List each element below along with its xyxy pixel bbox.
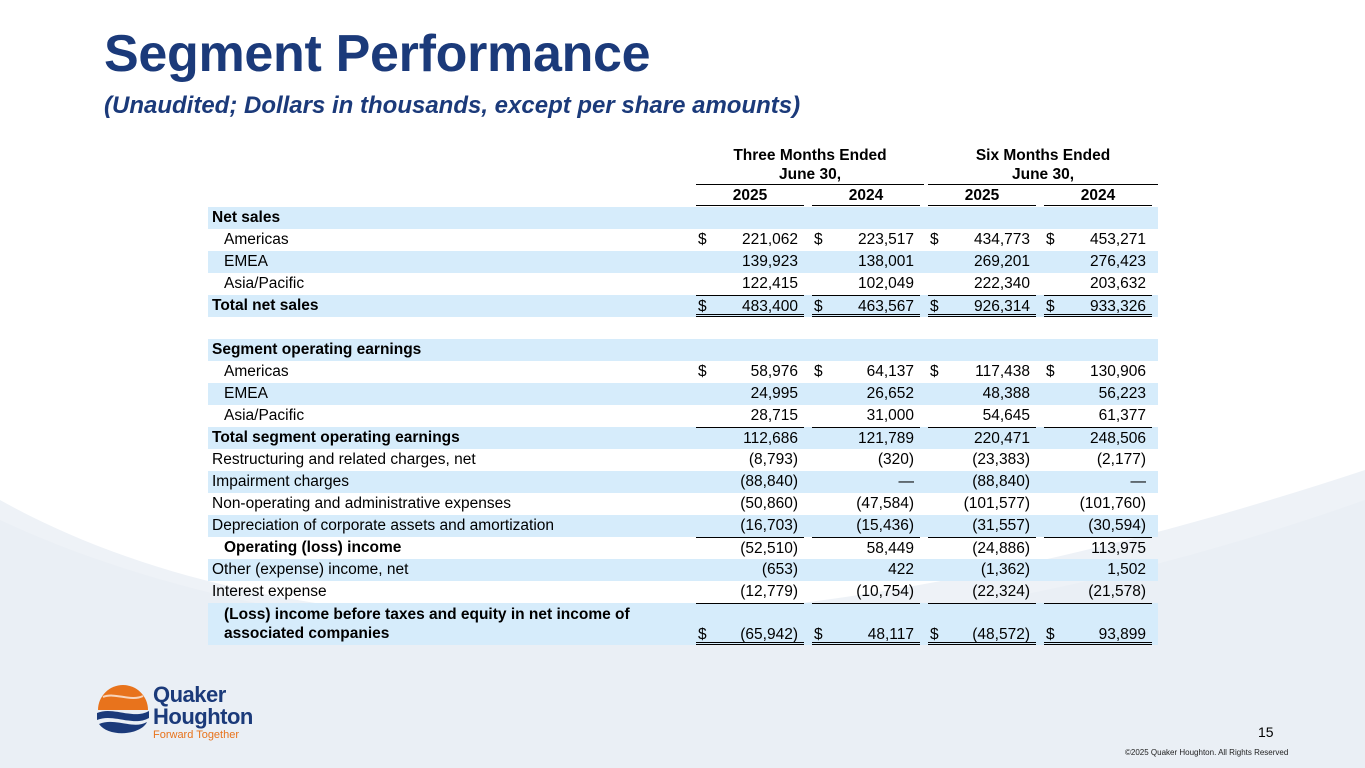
table-cell: [1044, 515, 1152, 537]
table-cell: [696, 515, 804, 537]
table-cell: [696, 537, 804, 559]
table-cell: [696, 427, 804, 449]
cell-value: 926,314: [973, 298, 1030, 315]
table-row: [208, 207, 1158, 229]
currency-symbol: $: [698, 626, 707, 643]
logo-mark-icon: [95, 680, 151, 740]
row-label: Total net sales: [212, 297, 319, 314]
cell-value: (12,779): [740, 583, 798, 600]
currency-symbol: $: [1046, 363, 1055, 380]
table-cell: [1044, 581, 1152, 603]
table-cell: [812, 273, 920, 295]
row-label: Asia/Pacific: [224, 275, 305, 292]
table-row: [208, 537, 1158, 559]
table-cell: [812, 361, 920, 383]
table-cell: [812, 339, 920, 361]
col-header-3m-2025: 2025: [696, 186, 804, 206]
currency-symbol: $: [930, 231, 939, 248]
cell-value: 221,062: [741, 231, 798, 248]
cell-value: 113,975: [1091, 540, 1146, 557]
table-cell: [696, 493, 804, 515]
table-row: [208, 515, 1158, 537]
table-cell: [1044, 493, 1152, 515]
cell-value: 48,388: [982, 385, 1030, 402]
table-cell: [1044, 405, 1152, 427]
cell-value: 102,049: [857, 275, 914, 292]
row-label: Impairment charges: [212, 473, 349, 490]
row-label: Asia/Pacific: [224, 407, 305, 424]
currency-symbol: $: [698, 363, 707, 380]
row-label: Depreciation of corporate assets and amortization: [212, 517, 555, 534]
table-cell: [812, 383, 920, 405]
cell-value: 138,001: [857, 253, 914, 270]
table-cell: [1044, 339, 1152, 361]
currency-symbol: $: [1046, 626, 1055, 643]
table-cell: [812, 515, 920, 537]
cell-value: 248,506: [1089, 430, 1146, 447]
table-cell: [928, 603, 1036, 645]
cell-value: 203,632: [1089, 275, 1146, 292]
table-cell: [696, 295, 804, 317]
table-cell: [928, 339, 1036, 361]
cell-value: 54,645: [982, 407, 1030, 424]
table-row: [208, 251, 1158, 273]
table-cell: [696, 603, 804, 645]
cell-value: (88,840): [740, 473, 798, 490]
cell-value: 139,923: [741, 253, 798, 270]
cell-value: 117,438: [975, 363, 1030, 380]
cell-value: 130,906: [1089, 363, 1146, 380]
table-cell: [928, 449, 1036, 471]
table-row: [208, 449, 1158, 471]
cell-value: 269,201: [973, 253, 1030, 270]
cell-value: (52,510): [740, 540, 798, 557]
cell-value: 933,326: [1089, 298, 1146, 315]
table-cell: [812, 603, 920, 645]
cell-value: (47,584): [856, 495, 914, 512]
table-cell: [928, 229, 1036, 251]
table-cell: [928, 581, 1036, 603]
table-row: [208, 317, 1158, 339]
table-cell: [1044, 537, 1152, 559]
table-cell: [1044, 295, 1152, 317]
table-cell: [1044, 449, 1152, 471]
table-cell: [696, 207, 804, 229]
table-cell: [812, 229, 920, 251]
row-label: [224, 605, 630, 643]
table-cell: [928, 515, 1036, 537]
table-row: [208, 559, 1158, 581]
row-label: Net sales: [212, 209, 281, 226]
cell-value: 56,223: [1098, 385, 1146, 402]
table-cell: [812, 449, 920, 471]
cell-value: (1,362): [980, 561, 1030, 578]
table-cell: [812, 405, 920, 427]
header-six-months-line2: June 30,: [1011, 166, 1075, 183]
row-label: Restructuring and related charges, net: [212, 451, 476, 468]
table-cell: [812, 537, 920, 559]
logo-tagline: Forward Together: [153, 729, 240, 741]
currency-symbol: $: [698, 298, 707, 315]
currency-symbol: $: [814, 626, 823, 643]
cell-value: 93,899: [1098, 626, 1146, 643]
currency-symbol: $: [814, 231, 823, 248]
page-title: Segment Performance: [104, 25, 651, 83]
table-cell: [928, 493, 1036, 515]
table-cell: [928, 361, 1036, 383]
cell-value: (101,760): [1079, 495, 1146, 512]
cell-value: (101,577): [963, 495, 1030, 512]
table-cell: [928, 383, 1036, 405]
logo-text-houghton: Houghton: [153, 704, 253, 729]
table-cell: [696, 405, 804, 427]
table-cell: [812, 493, 920, 515]
cell-value: 28,715: [750, 407, 798, 424]
table-row: [208, 361, 1158, 383]
cell-value: (31,557): [972, 517, 1030, 534]
table-cell: [1044, 603, 1152, 645]
row-label: Segment operating earnings: [212, 341, 422, 358]
table-cell: [696, 273, 804, 295]
cell-value: 48,117: [867, 626, 914, 643]
cell-value: 58,449: [866, 540, 914, 557]
table-cell: [1044, 471, 1152, 493]
table-row: [208, 581, 1158, 603]
col-header-3m-2024: 2024: [812, 186, 920, 206]
table-cell: [1044, 559, 1152, 581]
header-three-months-line2: June 30,: [778, 166, 842, 183]
cell-value: (653): [761, 561, 798, 578]
table-row: [208, 471, 1158, 493]
header-three-months-line1: Three Months Ended: [733, 147, 887, 164]
table-row: [208, 295, 1158, 317]
cell-value: (8,793): [748, 451, 798, 468]
table-cell: [696, 581, 804, 603]
table-row: [208, 383, 1158, 405]
cell-value: 220,471: [973, 430, 1030, 447]
cell-value: (48,572): [972, 626, 1030, 643]
cell-value: 122,415: [741, 275, 798, 292]
cell-value: (21,578): [1088, 583, 1146, 600]
cell-value: 463,567: [857, 298, 914, 315]
cell-value: 24,995: [750, 385, 798, 402]
row-label: Americas: [224, 363, 289, 380]
currency-symbol: $: [814, 298, 823, 315]
table-cell: [1044, 251, 1152, 273]
table-row: [208, 493, 1158, 515]
table-row: [208, 427, 1158, 449]
table-cell: [696, 339, 804, 361]
currency-symbol: $: [930, 298, 939, 315]
table-cell: [696, 251, 804, 273]
table-row: [208, 405, 1158, 427]
table-cell: [812, 427, 920, 449]
cell-value: (22,324): [972, 583, 1030, 600]
table-cell: [1044, 207, 1152, 229]
row-label: EMEA: [224, 385, 268, 402]
table-cell: [928, 427, 1036, 449]
table-cell: [812, 251, 920, 273]
table-cell: [1044, 273, 1152, 295]
cell-value: (15,436): [856, 517, 914, 534]
cell-value: 112,686: [743, 430, 798, 447]
cell-value: 31,000: [866, 407, 914, 424]
cell-value: 434,773: [973, 231, 1030, 248]
cell-value: (30,594): [1088, 517, 1146, 534]
cell-value: 483,400: [741, 298, 798, 315]
cell-value: 223,517: [857, 231, 914, 248]
cell-value: 58,976: [750, 363, 798, 380]
cell-value: 222,340: [973, 275, 1030, 292]
page-subtitle: (Unaudited; Dollars in thousands, except per share amounts): [104, 92, 801, 119]
row-label: Other (expense) income, net: [212, 561, 409, 578]
cell-value: 453,271: [1089, 231, 1146, 248]
table-row: [208, 229, 1158, 251]
cell-value: 121,789: [857, 430, 914, 447]
table-cell: [696, 471, 804, 493]
cell-value: 1,502: [1107, 561, 1146, 578]
cell-value: 422: [888, 561, 914, 578]
currency-symbol: $: [930, 626, 939, 643]
row-label: Non-operating and administrative expenses: [212, 495, 511, 512]
logo-text-quaker: Quaker: [153, 682, 226, 707]
cell-value: (320): [877, 451, 914, 468]
col-header-6m-2024: 2024: [1044, 186, 1152, 206]
table-cell: [812, 295, 920, 317]
row-label: Total segment operating earnings: [212, 429, 460, 446]
header-six-months: [928, 146, 1158, 185]
cell-value: (16,703): [740, 517, 798, 534]
currency-symbol: $: [1046, 298, 1055, 315]
row-label-line1: (Loss) income before taxes and equity in net income of: [224, 606, 630, 623]
copyright-text: ©2025 Quaker Houghton. All Rights Reserved: [1125, 748, 1289, 757]
cell-value: (65,942): [740, 626, 798, 643]
cell-value: (50,860): [740, 495, 798, 512]
table-cell: [928, 207, 1036, 229]
table-cell: [928, 273, 1036, 295]
table-row: [208, 603, 1158, 645]
col-header-6m-2025: 2025: [928, 186, 1036, 206]
header-six-months-line1: Six Months Ended: [975, 147, 1111, 164]
table-cell: [812, 471, 920, 493]
currency-symbol: $: [1046, 231, 1055, 248]
row-label: Interest expense: [212, 583, 327, 600]
row-label-line2: associated companies: [224, 625, 390, 642]
cell-value: 276,423: [1089, 253, 1146, 270]
table-cell: [928, 251, 1036, 273]
table-cell: [928, 537, 1036, 559]
cell-value: —: [898, 473, 914, 490]
cell-value: 26,652: [866, 385, 914, 402]
table-cell: [1044, 383, 1152, 405]
cell-value: —: [1130, 473, 1146, 490]
table-cell: [696, 559, 804, 581]
row-label: Operating (loss) income: [224, 539, 402, 556]
table-cell: [812, 559, 920, 581]
table-cell: [928, 295, 1036, 317]
table-cell: [928, 405, 1036, 427]
table-body: [208, 207, 1158, 645]
cell-value: 64,137: [866, 363, 914, 380]
table-cell: [1044, 229, 1152, 251]
row-label: Americas: [224, 231, 289, 248]
currency-symbol: $: [698, 231, 707, 248]
page-number: 15: [1258, 724, 1274, 740]
table-cell: [1044, 361, 1152, 383]
table-cell: [696, 361, 804, 383]
cell-value: 61,377: [1098, 407, 1146, 424]
table-cell: [812, 207, 920, 229]
cell-value: (88,840): [972, 473, 1030, 490]
quaker-houghton-logo: [95, 680, 275, 750]
table-cell: [928, 559, 1036, 581]
table-row: [208, 339, 1158, 361]
table-cell: [1044, 427, 1152, 449]
currency-symbol: $: [930, 363, 939, 380]
cell-value: (10,754): [856, 583, 914, 600]
table-cell: [696, 229, 804, 251]
row-label: EMEA: [224, 253, 268, 270]
table-cell: [696, 449, 804, 471]
cell-value: (2,177): [1096, 451, 1146, 468]
currency-symbol: $: [814, 363, 823, 380]
cell-value: (24,886): [972, 540, 1030, 557]
cell-value: (23,383): [972, 451, 1030, 468]
table-cell: [928, 471, 1036, 493]
header-three-months: [696, 146, 924, 185]
table-row: [208, 273, 1158, 295]
table-cell: [696, 383, 804, 405]
table-cell: [812, 581, 920, 603]
